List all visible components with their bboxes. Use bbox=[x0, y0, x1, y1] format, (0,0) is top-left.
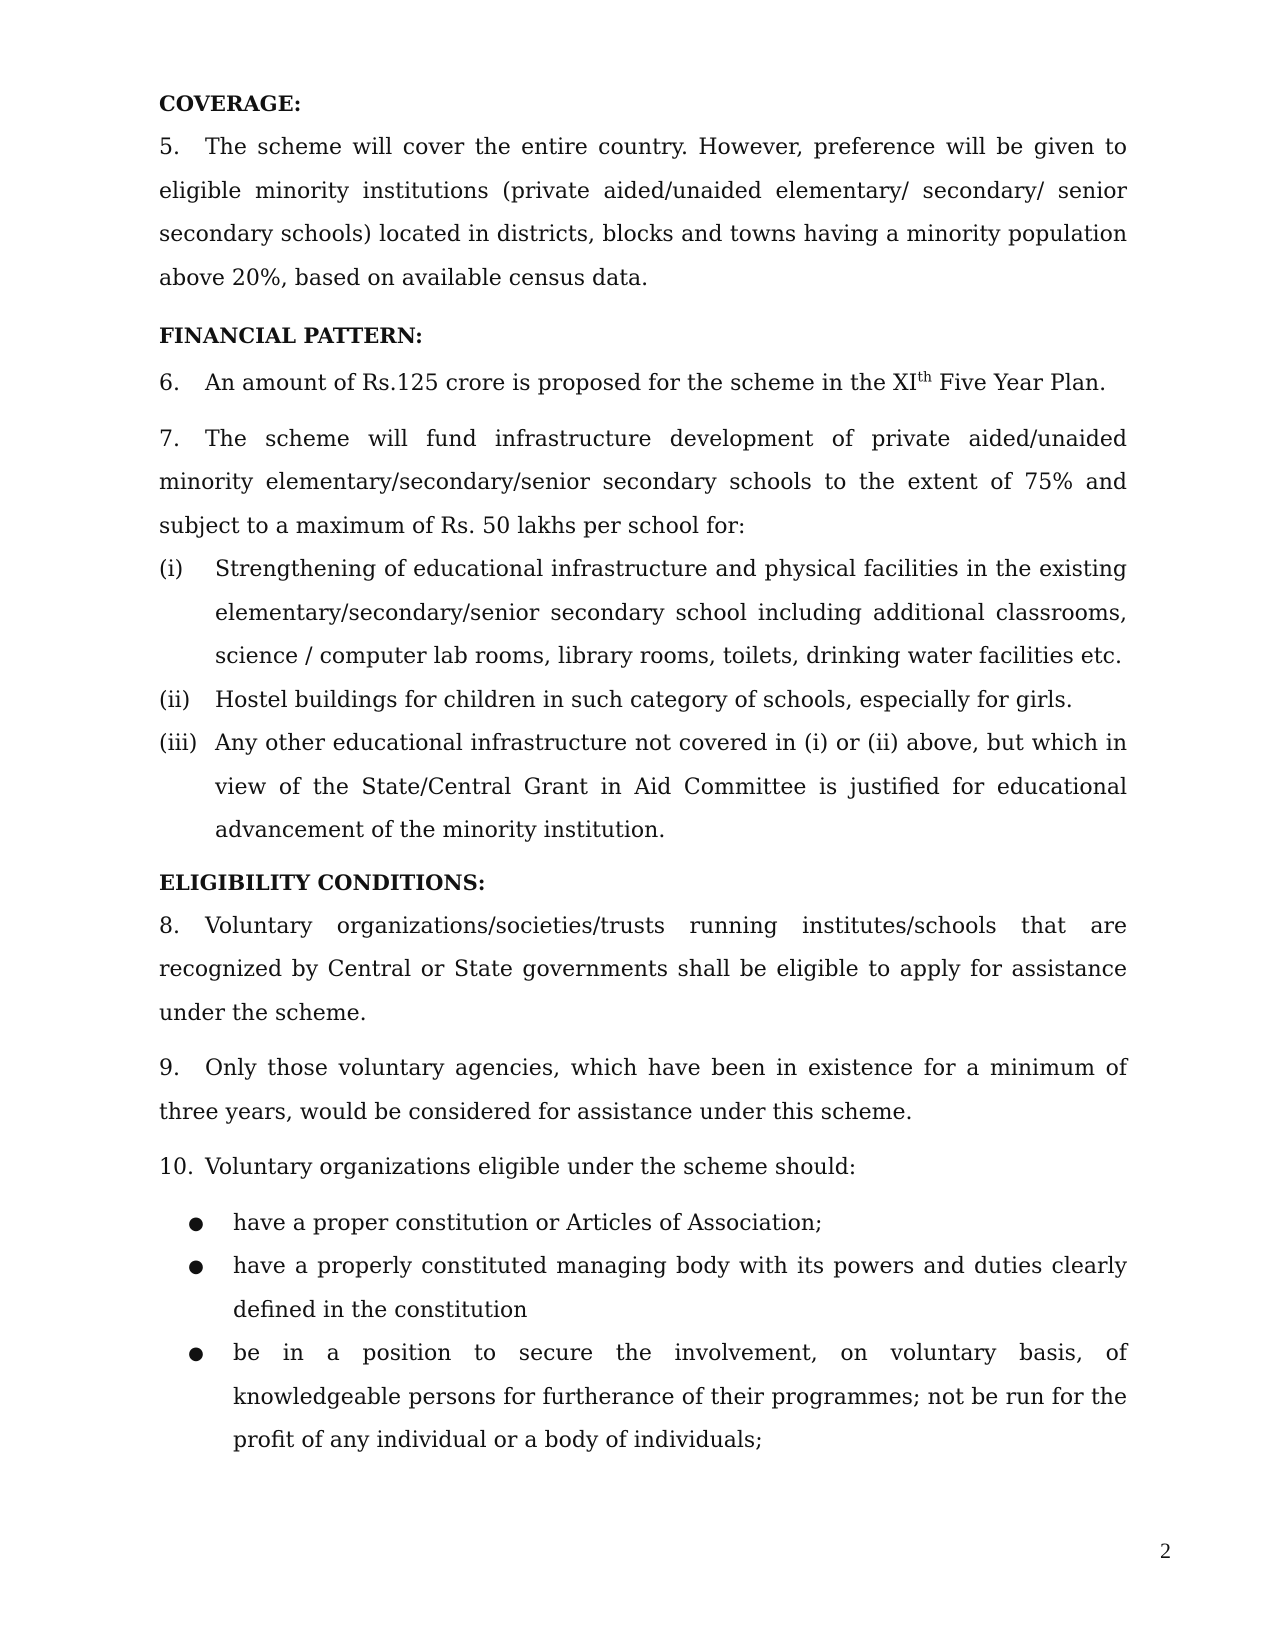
page-content bbox=[159, 86, 1127, 1463]
paragraph-8-number: 8. bbox=[159, 913, 180, 939]
list-item-text: Strengthening of educational infrastructure and physical facilities in the existing elementary/secondary/senior secondary school including additional classrooms, science / computer lab rooms, library rooms, toilets, drinking water facilities etc. bbox=[215, 557, 1127, 669]
bullet-text: have a proper constitution or Articles of Association; bbox=[233, 1210, 823, 1236]
paragraph-8 bbox=[159, 905, 1127, 1036]
paragraph-9 bbox=[159, 1047, 1127, 1134]
paragraph-10-number: 10. bbox=[159, 1155, 194, 1180]
list-item bbox=[159, 722, 1127, 853]
paragraph-8-text: Voluntary organizations/societies/trusts running institutes/schools that are recognized by Central or State governments shall be eligible to apply for assistance under the scheme. bbox=[159, 913, 1127, 1026]
list-item-text: Any other educational infrastructure not covered in (i) or (ii) above, but which in view of the State/Central Grant in Aid Committee is justified for educational advancement of the minority institution. bbox=[215, 731, 1127, 843]
paragraph-6-superscript: th bbox=[917, 369, 932, 386]
bullet-item bbox=[159, 1245, 1127, 1332]
list-item bbox=[159, 679, 1127, 723]
list-item-number: (iii) bbox=[159, 731, 198, 756]
eligibility-heading: ELIGIBILITY CONDITIONS: bbox=[159, 869, 486, 895]
paragraph-5-number: 5. bbox=[159, 135, 180, 160]
list-item-number: (i) bbox=[159, 557, 184, 582]
list-item-number: (ii) bbox=[159, 687, 191, 713]
paragraph-6-text: An amount of Rs.125 crore is proposed for the scheme in the XI bbox=[205, 371, 918, 396]
paragraph-9-text: Only those voluntary agencies, which have been in existence for a minimum of three years, would be considered for assistance under this scheme. bbox=[159, 1056, 1127, 1125]
page-number: 2 bbox=[1160, 1538, 1171, 1563]
paragraph-7 bbox=[159, 418, 1127, 549]
bullet-icon: ● bbox=[188, 1343, 204, 1364]
list-item bbox=[159, 548, 1127, 679]
bullet-item bbox=[159, 1202, 1127, 1246]
bullet-text: be in a position to secure the involvement, on voluntary basis, of knowledgeable persons for furtherance of their programmes; not be run for the profit of any individual or a body of individuals; bbox=[233, 1341, 1127, 1453]
paragraph-6 bbox=[159, 362, 1127, 406]
paragraph-6-text-end: Five Year Plan. bbox=[931, 371, 1107, 396]
bullet-icon: ● bbox=[188, 1256, 204, 1277]
bullet-text: have a properly constituted managing body with its powers and duties clearly defined in the constitution bbox=[233, 1254, 1127, 1323]
bullet-item bbox=[159, 1332, 1127, 1463]
paragraph-6-number: 6. bbox=[159, 371, 180, 396]
paragraph-5-text: The scheme will cover the entire country. However, preference will be given to eligible minority institutions (private aided/unaided elementary/ secondary/ senior secondary schools) located in districts, blocks and towns having a minority population above 20%, based on available census data. bbox=[159, 135, 1127, 291]
paragraph-7-text: The scheme will fund infrastructure development of private aided/unaided minority elementary/secondary/senior secondary schools to the extent of 75% and subject to a maximum of Rs. 50 lakhs per school for: bbox=[159, 426, 1127, 539]
paragraph-10-text: Voluntary organizations eligible under the scheme should: bbox=[205, 1155, 857, 1180]
bullet-icon: ● bbox=[188, 1212, 204, 1234]
paragraph-5 bbox=[159, 126, 1127, 300]
paragraph-9-number: 9. bbox=[159, 1056, 180, 1081]
list-item-text: Hostel buildings for children in such category of schools, especially for girls. bbox=[215, 687, 1073, 713]
financial-pattern-heading: FINANCIAL PATTERN: bbox=[159, 323, 423, 348]
coverage-heading: COVERAGE: bbox=[159, 91, 302, 116]
paragraph-10 bbox=[159, 1146, 1127, 1190]
paragraph-7-number: 7. bbox=[159, 426, 180, 452]
